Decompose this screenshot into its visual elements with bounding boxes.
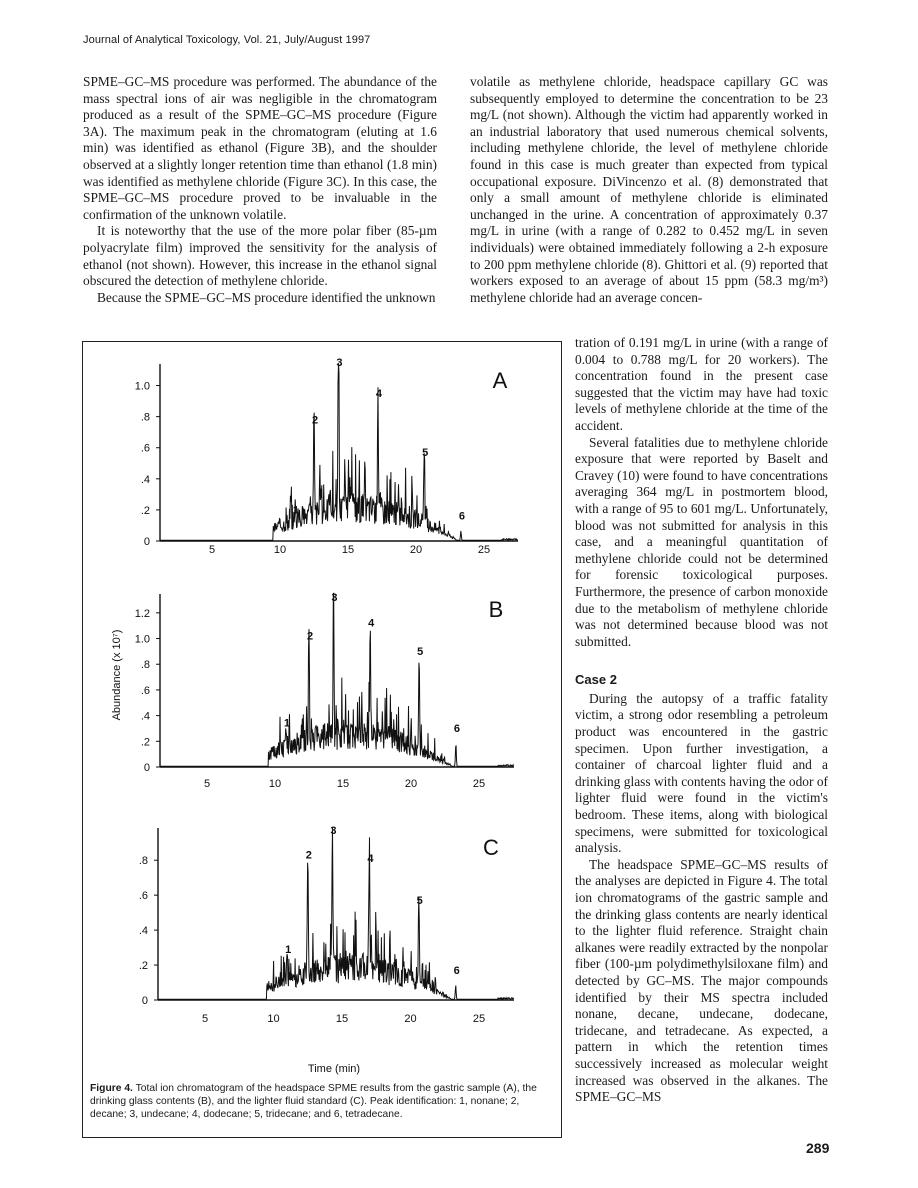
y-tick-label: 0 — [143, 536, 150, 548]
x-tick-label: 10 — [268, 778, 282, 790]
peak-label-6: 6 — [458, 510, 465, 523]
peak-label-2: 2 — [306, 630, 314, 643]
peak-label-4: 4 — [375, 387, 382, 400]
right-paragraph-2: Several fatalities due to methylene chloride exposure that were reported by Baselt and Cravey (10) were found to have concentrations averaging 364 mg/L in postmortem blood, with a range of 95 to 601 mg/L. Unfortunately, blood was not submitted for analysis in this case, and a meaningful quantitation of methylene chloride could not be determined for forensic toxicological purposes. Furthermore, the presence of carbon monoxide due to the metabolism of methylene chloride was not determined because blood was not submitted. — [575, 434, 828, 649]
x-tick-label: 20 — [404, 1013, 417, 1025]
x-tick-label: 25 — [472, 778, 486, 790]
y-tick-label: .2 — [140, 504, 150, 517]
x-tick-label: 25 — [477, 544, 491, 556]
peak-label-2: 2 — [305, 849, 312, 862]
y-tick-label: 0 — [141, 995, 148, 1007]
y-tick-label: .2 — [138, 960, 148, 973]
right-paragraph-3: During the autopsy of a traffic fatality victim, a strong odor resembling a petroleum product was encountered in the gastric specimen. Upon further investigation, a container of charcoal lighter fluid and a drinking glass with contents having the odor of lighter fluid were found in the victim's bedroom. These items, along with biological specimens, were submitted for toxicological analysis. — [575, 690, 828, 856]
chromatogram-panel-c — [139, 825, 514, 1025]
peak-label-1: 1 — [283, 717, 290, 730]
right-paragraph-4: The headspace SPME–GC–MS results of the analyses are depicted in Figure 4. The total ion chromatograms of the gastric sample and the drinking glass contents are nearly identical to the lighter fluid reference. Straight chain alkanes were readily extracted by the nonpolar fiber (100-µm polydimethylsiloxane film) and detected by GC–MS. The major compounds identified by their MS spectra included nonane, decane, undecane, dodecane, tridecane, and tetradecane. As expected, a pattern in which the retention times successively increased as molecular weight increased was observed in the alkanes. The SPME–GC–MS — [575, 856, 828, 1105]
x-tick-label: 5 — [201, 1013, 209, 1025]
y-tick-label: .6 — [140, 442, 150, 455]
chromatogram-panel-a — [135, 357, 518, 556]
x-tick-label: 10 — [273, 544, 287, 556]
peak-label-4: 4 — [367, 853, 374, 866]
y-tick-label: .6 — [138, 890, 148, 903]
y-tick-label: 1.0 — [134, 633, 150, 646]
x-tick-label: 20 — [404, 778, 418, 790]
peak-label-6: 6 — [453, 965, 460, 978]
panel-letter: A — [492, 368, 508, 393]
peak-label-5: 5 — [416, 895, 423, 908]
y-tick-label: .8 — [140, 659, 150, 672]
left-paragraph-2: It is noteworthy that the use of the more polar fiber (85-µm polyacrylate film) improved the sensitivity for the analysis of ethanol (not shown). However, this increase in the ethanol signal obscured the detection of methylene chloride. — [83, 223, 437, 289]
y-tick-label: .8 — [138, 855, 148, 868]
peak-label-3: 3 — [336, 356, 343, 369]
peak-label-5: 5 — [422, 446, 429, 459]
y-tick-label: .4 — [140, 473, 150, 486]
y-tick-label: 1.2 — [134, 607, 150, 620]
peak-label-6: 6 — [453, 722, 460, 735]
y-tick-label: 0 — [143, 762, 150, 774]
y-tick-label: .8 — [140, 411, 150, 424]
y-axis-label: Abundance (x 10⁷) — [111, 629, 123, 721]
panel-letter: B — [488, 597, 504, 622]
x-tick-label: 5 — [208, 544, 216, 556]
y-tick-label: .6 — [140, 684, 150, 697]
peak-label-3: 3 — [331, 591, 338, 604]
peak-label-1: 1 — [285, 944, 292, 957]
chromatogram-trace — [158, 827, 514, 999]
chromatogram-trace — [160, 593, 514, 766]
running-header: Journal of Analytical Toxicology, Vol. 21, July/August 1997 — [83, 34, 371, 46]
x-axis-label: Time (min) — [307, 1063, 361, 1075]
x-tick-label: 5 — [203, 778, 211, 790]
case-2-heading: Case 2 — [575, 672, 617, 688]
peak-label-3: 3 — [330, 825, 337, 838]
x-tick-label: 15 — [341, 544, 355, 556]
left-paragraph-3: Because the SPME–GC–MS procedure identified the unknown — [97, 289, 436, 305]
peak-label-4: 4 — [368, 617, 375, 630]
y-tick-label: .2 — [140, 736, 150, 749]
y-tick-label: .4 — [140, 710, 150, 723]
peak-label-2: 2 — [311, 414, 319, 427]
x-tick-label: 15 — [336, 778, 350, 790]
peak-label-5: 5 — [417, 645, 424, 658]
right-paragraph-1-continued: tration of 0.191 mg/L in urine (with a range of 0.004 to 0.788 mg/L for 20 workers). The concentration found in the present case suggested that the victim may have had toxic levels of methylene chloride at the time of the accident. — [575, 335, 828, 433]
x-tick-label: 25 — [472, 1013, 486, 1025]
right-paragraph-1: volatile as methylene chloride, headspace capillary GC was subsequently employed to determine the concentration to be 23 mg/L (not shown). Although the victim had apparently worked in an industrial laboratory that used numerous chemical solvents, including methylene chloride, the level of methylene chloride found in this case is much greater than expected from typical occupational exposure. DiVincenzo et al. (8) demonstrated that only a small amount of methylene chloride is eliminated unchanged in the urine. A concentration of approximately 0.37 mg/L in urine (with a range of 0.282 to 0.452 mg/L in seven individuals) were obtained immediately following a 2-h exposure to 200 ppm methylene chloride (8). Ghittori et al. (9) reported that workers exposed to an average of about 15 ppm (58.3 mg/m³) methylene chloride had an average concen- — [470, 74, 828, 305]
panel-letter: C — [483, 835, 499, 860]
peak-label-1: 1 — [292, 504, 300, 517]
left-paragraph-1: SPME–GC–MS procedure was performed. The abundance of the mass spectral ions of air was negligible in the chromatogram produced as a result of the SPME–GC–MS procedure (Figure 3A). The maximum peak in the chromatogram (eluting at 1.6 min) was identified as ethanol (Figure 3B), and the shoulder observed at a slightly longer retention time than ethanol (1.8 min) was identified as methylene chloride (Figure 3C). In this case, the SPME–GC–MS procedure proved to be invaluable in the confirmation of the unknown volatile. — [83, 74, 437, 222]
caption-text: Total ion chromatogram of the headspace SPME results from the gastric sample (A), the drinking glass contents (B), and the lighter fluid standard (C). Peak identification: 1, nonane; 2, decane; 3, undecane; 4, dodecane; 5, tridecane; and 6, tetradecane. — [90, 1083, 537, 1121]
page-number: 289 — [806, 1140, 830, 1156]
x-tick-label: 10 — [267, 1013, 280, 1025]
x-tick-label: 20 — [409, 544, 423, 556]
y-tick-label: 1.0 — [134, 380, 150, 393]
chromatogram-panel-b — [135, 592, 514, 790]
figure-4-caption — [90, 1082, 554, 1122]
caption-label: Figure 4. — [90, 1083, 133, 1094]
y-tick-label: .4 — [138, 925, 148, 938]
x-tick-label: 15 — [335, 1013, 349, 1025]
